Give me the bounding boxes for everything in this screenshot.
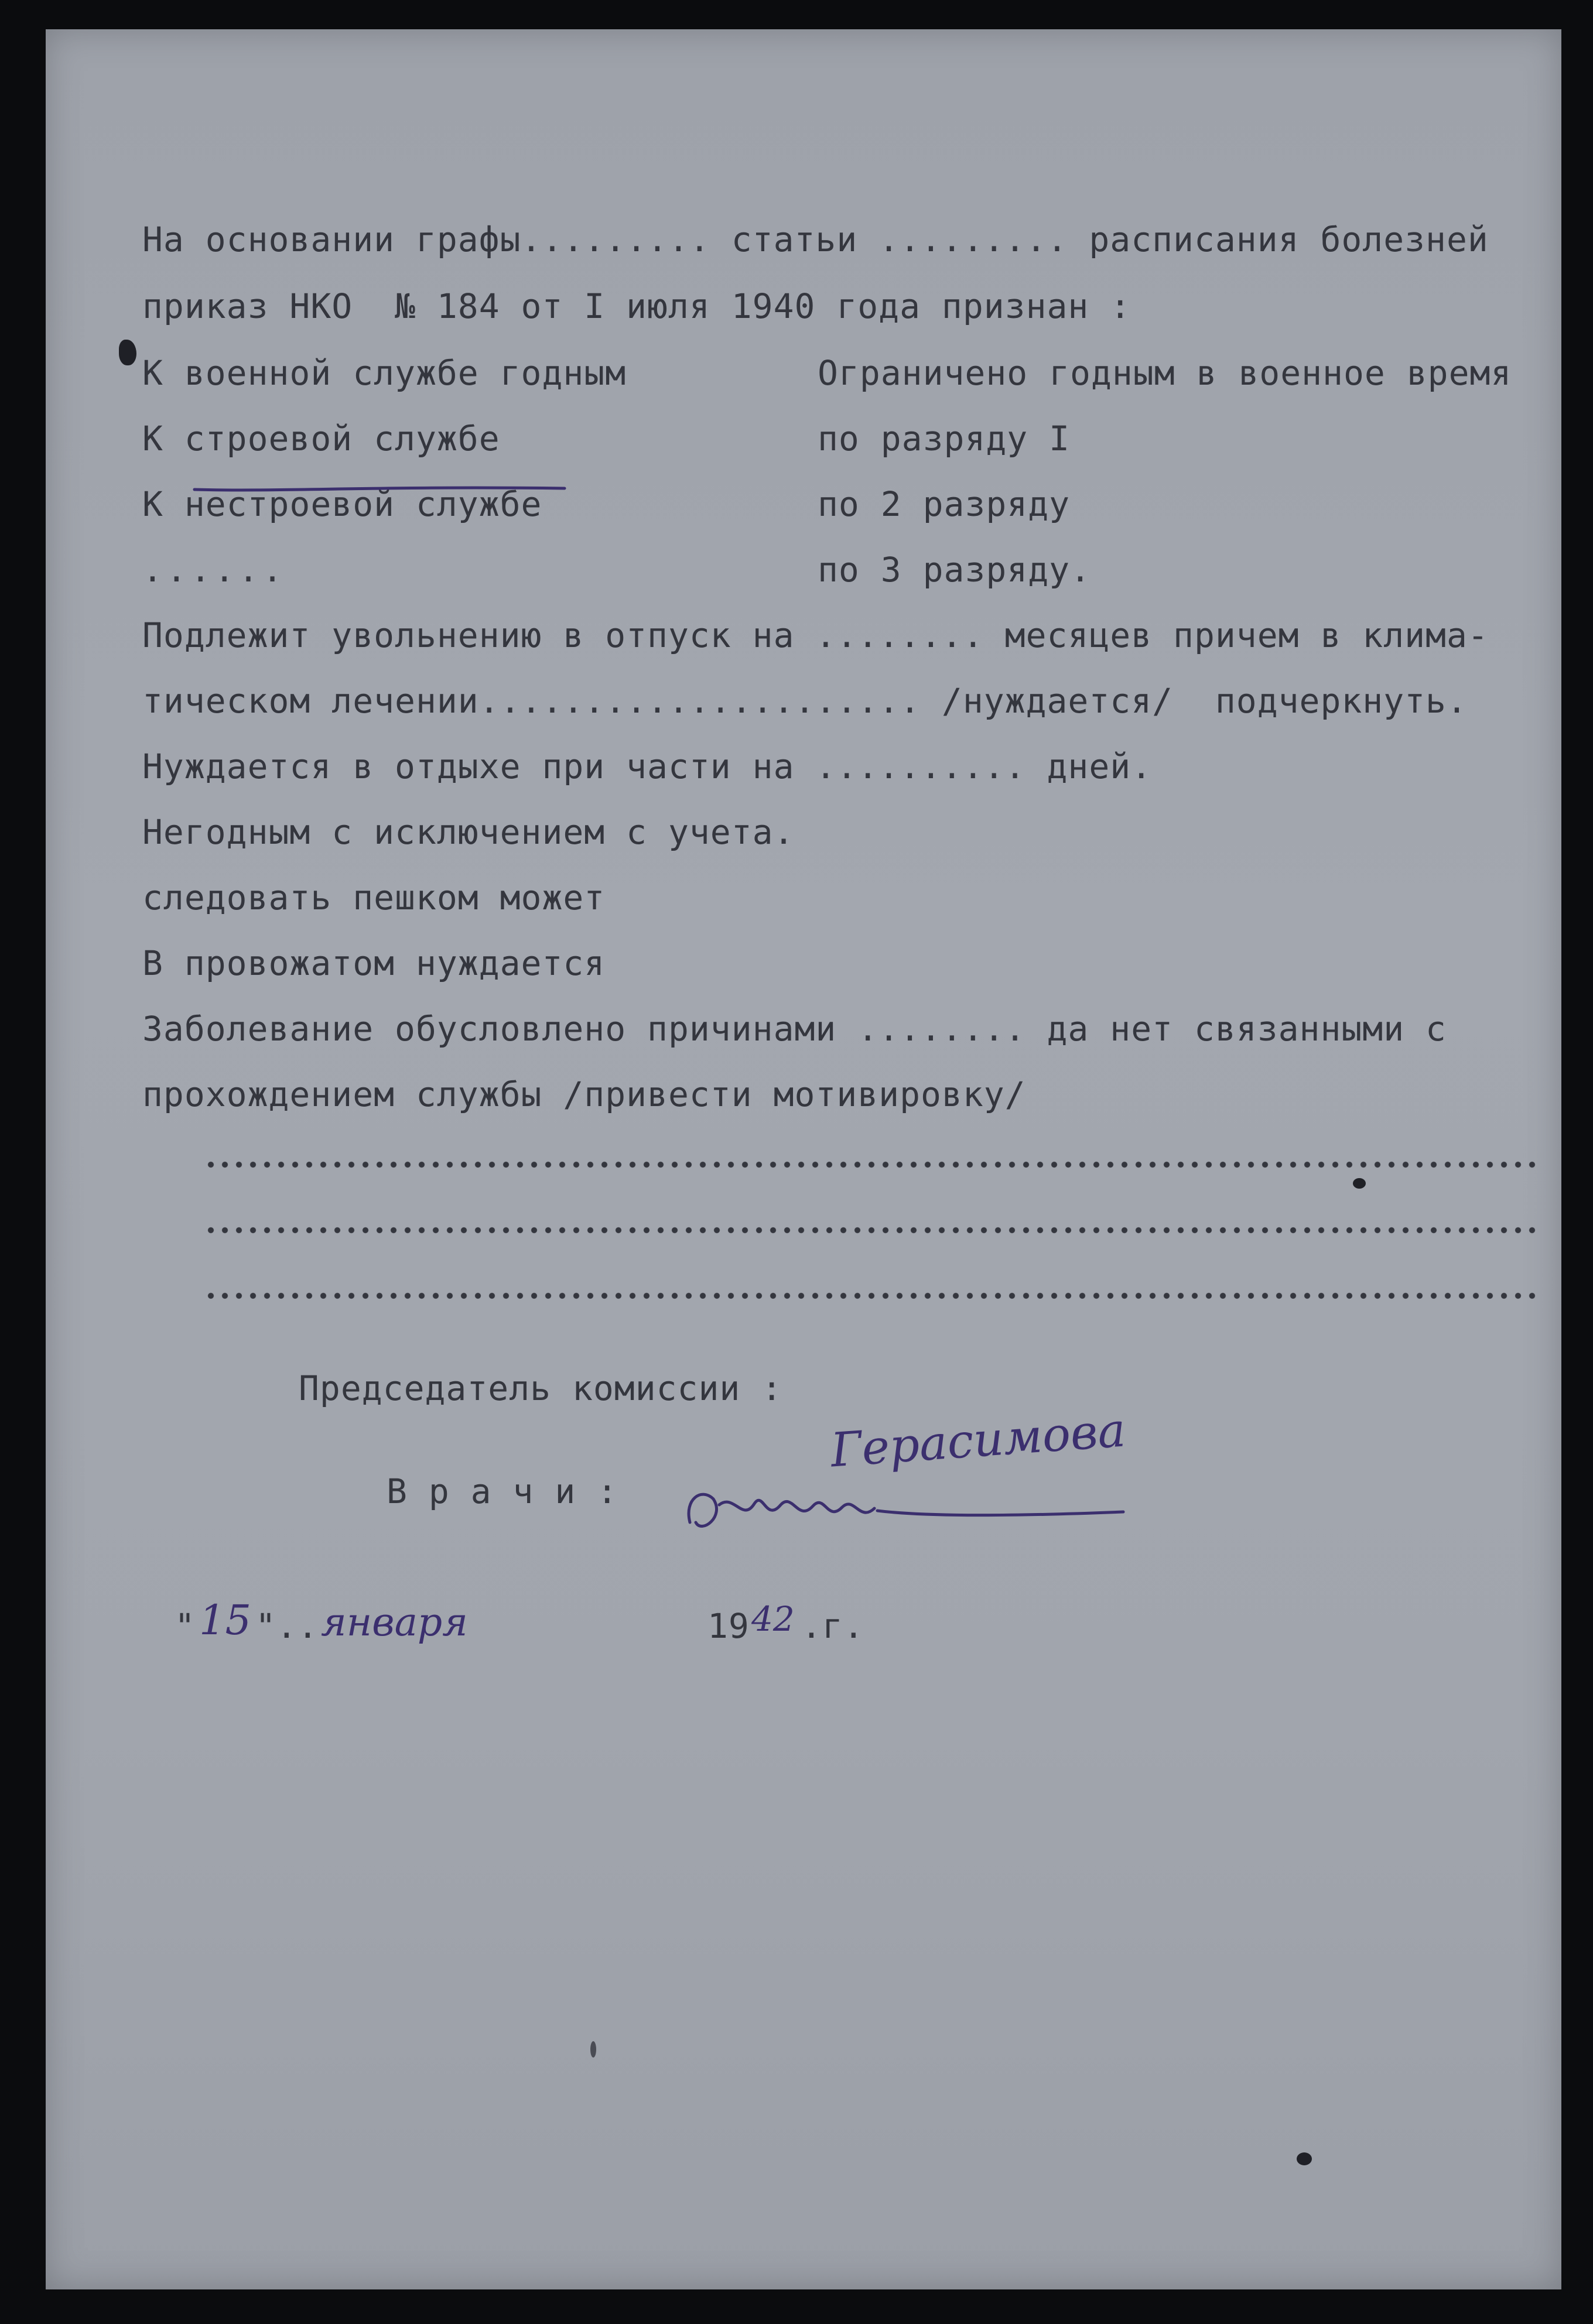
- text-rest-line: Нуждается в отдыхе при части на .......... дней.: [142, 747, 1153, 786]
- option-blank-dots: ......: [142, 550, 286, 590]
- text-line-1: На основании графы......... статьи ......... расписания болезней: [142, 220, 1489, 259]
- date-month: января: [321, 1600, 468, 1645]
- date-year-suffix: 42: [751, 1599, 795, 1639]
- text-illness-cause-line: Заболевание обусловлено причинами ........ да нет связанными с: [142, 1009, 1447, 1049]
- paper-speck: [1353, 1178, 1366, 1189]
- date-day: 15: [199, 1596, 252, 1644]
- date-end: .г.: [801, 1606, 864, 1646]
- option-combat-service: К строевой службе: [142, 419, 500, 458]
- option-category-2: по 2 разряду: [818, 484, 1071, 524]
- chairman-label: Председатель комиссии :: [299, 1368, 783, 1408]
- signature-scribble: [678, 1435, 1264, 1587]
- paper-speck-2: [1297, 2152, 1312, 2165]
- date-quote-dots: "..: [255, 1606, 319, 1646]
- handwritten-underline: [192, 484, 567, 493]
- dotted-line-1: [204, 1161, 1539, 1169]
- option-noncombat-service: К нестроевой службе: [142, 484, 542, 524]
- text-line-2: приказ НКО № 184 от I июля 1940 года признан :: [142, 286, 1131, 326]
- text-leave-line: Подлежит увольнению в отпуск на ........ месяцев причем в клима-: [142, 615, 1489, 655]
- option-military-fit: К военной службе годным: [142, 353, 627, 393]
- text-unfit-line: Негодным с исключением с учета.: [142, 812, 795, 852]
- option-limited-fit: Ограничено годным в военное время: [818, 353, 1512, 393]
- paper-mark: [590, 2041, 596, 2058]
- signature-surname: Герасимова: [829, 1402, 1127, 1478]
- dotted-line-2: [204, 1226, 1539, 1234]
- text-treatment-line: тическом лечении..................... /нуждается/ подчеркнуть.: [142, 681, 1468, 721]
- doctors-label: В р а ч и :: [387, 1471, 618, 1511]
- date-open-quote: ": [175, 1606, 196, 1646]
- text-walk-line: следовать пешком может: [142, 878, 606, 918]
- document-sheet: [46, 29, 1561, 2289]
- ink-blot: [119, 340, 136, 365]
- option-category-3: по 3 разряду.: [818, 550, 1091, 590]
- text-service-line: прохождением службы /привести мотивировку/: [142, 1074, 1026, 1114]
- option-category-1: по разряду I: [818, 419, 1071, 458]
- date-year-prefix: 19: [707, 1606, 750, 1646]
- dotted-line-3: [204, 1292, 1539, 1300]
- text-escort-line: В провожатом нуждается: [142, 943, 606, 983]
